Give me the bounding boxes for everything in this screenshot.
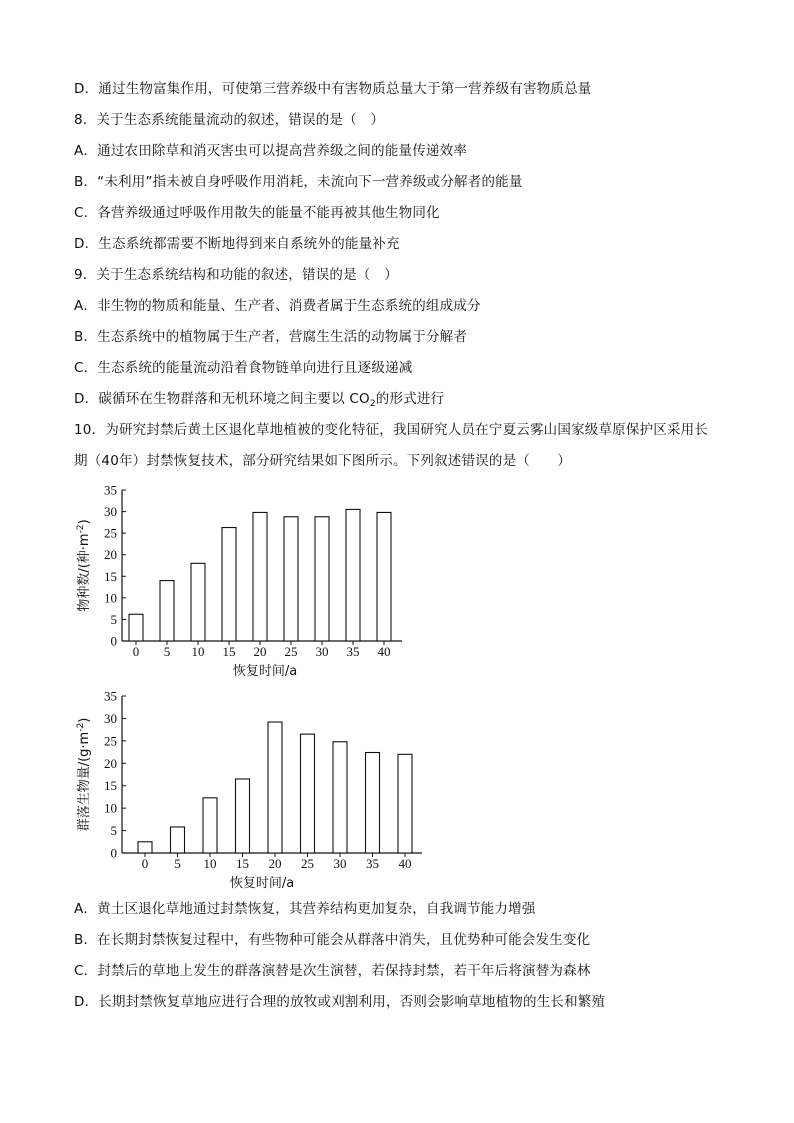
bar xyxy=(377,512,391,641)
species-chart xyxy=(60,480,440,684)
option-10a: A．黄土区退化草地通过封禁恢复，其营养结构更加复杂，自我调节能力增强 xyxy=(74,901,536,917)
bar xyxy=(268,722,282,853)
question-9: 9．关于生态系统结构和功能的叙述，错误的是（ ） xyxy=(74,267,398,283)
y-tick-label: 30 xyxy=(104,710,117,726)
x-tick-label: 0 xyxy=(141,856,149,871)
bar xyxy=(333,742,347,853)
bar xyxy=(203,798,217,853)
x-tick-label: 10 xyxy=(191,644,205,659)
option-9c: C．生态系统的能量流动沿着食物链单向进行且逐级递减 xyxy=(74,360,413,376)
option-9d-end: 的形式进行 xyxy=(375,391,445,407)
y-tick-label: 15 xyxy=(104,568,117,584)
option-10c: C．封禁后的草地上发生的群落演替是次生演替，若保持封禁，若干年后将演替为森林 xyxy=(74,963,591,979)
x-tick-label: 35 xyxy=(366,856,379,871)
species-chart-svg xyxy=(60,480,440,680)
x-tick-label: 30 xyxy=(333,856,347,871)
biomass-chart-svg xyxy=(60,686,440,896)
x-axis-title: 恢复时间/a xyxy=(232,664,298,679)
question-8: 8．关于生态系统能量流动的叙述，错误的是（ ） xyxy=(74,112,385,128)
x-tick-label: 20 xyxy=(268,856,282,871)
y-tick-label: 10 xyxy=(104,800,117,816)
y-tick-label: 5 xyxy=(110,611,117,627)
bar xyxy=(191,563,205,641)
option-9b: B．生态系统中的植物属于生产者，营腐生生活的动物属于分解者 xyxy=(74,329,468,345)
option-8c: C．各营养级通过呼吸作用散失的能量不能再被其他生物同化 xyxy=(74,205,440,221)
y-tick-label: 20 xyxy=(104,547,117,563)
option-8b: B．“未利用”指未被自身呼吸作用消耗，未流向下一营养级或分解者的能量 xyxy=(74,174,523,190)
x-tick-label: 25 xyxy=(284,644,298,659)
bar xyxy=(129,614,143,641)
y-axis-title-main: 物种数/(种·m xyxy=(77,533,92,612)
x-tick-label: 15 xyxy=(236,856,249,871)
y-axis-title-superscript: -2 xyxy=(76,722,86,732)
y-axis-title-end: ) xyxy=(77,519,92,525)
bar xyxy=(366,753,380,853)
x-tick-label: 35 xyxy=(346,644,360,659)
x-axis-title: 恢复时间/a xyxy=(229,876,295,891)
option-10d: D．长期封禁恢复草地应进行合理的放牧或刈割利用，否则会影响草地植物的生长和繁殖 xyxy=(74,994,606,1010)
co2-subscript: 2 xyxy=(369,399,376,409)
question-10-line2: 期（40年）封禁恢复技术，部分研究结果如下图所示。下列叙述错误的是（ ） xyxy=(74,453,572,469)
bar xyxy=(160,581,174,641)
x-tick-label: 20 xyxy=(253,644,267,659)
y-tick-label: 35 xyxy=(104,688,117,704)
bar xyxy=(138,842,152,853)
option-9d-text: D．碳循环在生物群落和无机环境之间主要以 CO xyxy=(74,391,370,407)
bar xyxy=(398,754,412,853)
y-tick-label: 0 xyxy=(110,633,117,649)
y-tick-label: 35 xyxy=(104,482,117,498)
y-tick-label: 10 xyxy=(104,590,117,606)
y-axis-title-end: ) xyxy=(77,717,92,723)
text-line: D．通过生物富集作用，可使第三营养级中有害物质总量大于第一营养级有害物质总量 xyxy=(74,81,592,97)
bar xyxy=(284,517,298,641)
y-tick-label: 30 xyxy=(104,504,117,520)
bar xyxy=(315,517,329,641)
bar xyxy=(171,827,185,853)
option-9d xyxy=(74,390,444,413)
bar xyxy=(236,779,250,853)
question-10-line1: 10．为研究封禁后黄土区退化草地植被的变化特征，我国研究人员在宁夏云雾山国家级草原保护区采用长 xyxy=(74,422,709,438)
x-tick-label: 5 xyxy=(174,856,181,871)
y-axis-title xyxy=(76,718,92,832)
biomass-chart xyxy=(60,686,440,900)
y-tick-label: 5 xyxy=(110,823,117,839)
x-tick-label: 30 xyxy=(315,644,329,659)
x-tick-label: 5 xyxy=(163,644,171,659)
y-tick-label: 25 xyxy=(104,525,117,541)
bar xyxy=(346,509,360,641)
x-tick-label: 40 xyxy=(377,644,391,659)
bar xyxy=(222,528,236,641)
x-tick-label: 10 xyxy=(203,856,217,871)
option-9a: A．非生物的物质和能量、生产者、消费者属于生态系统的组成成分 xyxy=(74,298,481,314)
y-axis-title xyxy=(76,519,92,611)
y-tick-label: 0 xyxy=(110,845,117,861)
option-8d: D．生态系统都需要不断地得到来自系统外的能量补充 xyxy=(74,236,400,252)
x-tick-label: 25 xyxy=(301,856,314,871)
x-tick-label: 15 xyxy=(222,644,236,659)
y-tick-label: 20 xyxy=(104,755,117,771)
option-10b: B．在长期封禁恢复过程中，有些物种可能会从群落中消失，且优势种可能会发生变化 xyxy=(74,932,591,948)
y-axis-title-main: 群落生物量/(g·m xyxy=(77,731,92,832)
x-tick-label: 0 xyxy=(132,644,140,659)
x-tick-label: 40 xyxy=(398,856,412,871)
y-axis-title-superscript: -2 xyxy=(76,524,86,534)
y-tick-label: 25 xyxy=(104,733,117,749)
y-tick-label: 15 xyxy=(104,778,117,794)
option-8a: A．通过农田除草和消灭害虫可以提高营养级之间的能量传递效率 xyxy=(74,143,468,159)
bar xyxy=(253,512,267,641)
bar xyxy=(301,734,315,853)
